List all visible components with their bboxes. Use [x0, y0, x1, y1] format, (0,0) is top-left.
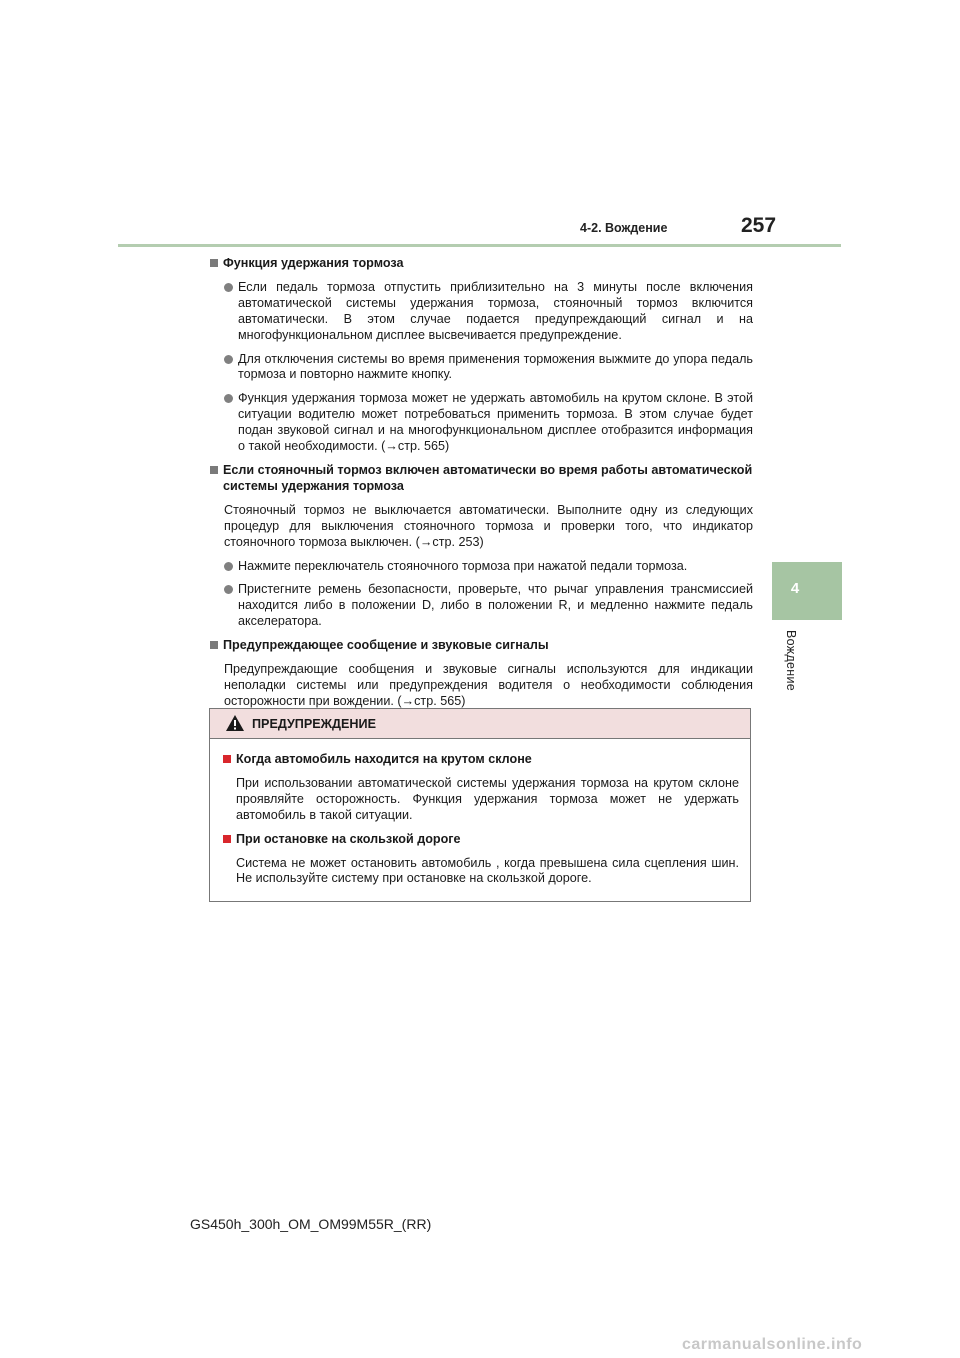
- section-heading: Функция удержания тормоза: [210, 256, 753, 272]
- warning-box: [209, 708, 751, 902]
- main-content: [210, 256, 753, 718]
- warning-triangle-icon: [225, 714, 245, 732]
- section-paragraph: Стояночный тормоз не выключается автоматически. Выполните одну из следующих процедур для выключения стояночного тормоза и проверки того, что индикатор стояночного тормоза выключен. (→стр. 253): [224, 502, 753, 549]
- circle-bullet-icon: [224, 562, 233, 571]
- warning-item-text: При использовании автоматической системы удержания тормоза на крутом склоне проявляйте осторожность. Функция удержания тормоза может не удержать автомобиль в такой ситуации.: [236, 775, 739, 822]
- warning-body: [210, 739, 750, 887]
- bullet-item: Нажмите переключатель стояночного тормоза при нажатой педали тормоза.: [210, 559, 753, 575]
- bullet-item: Для отключения системы во время применения торможения выжмите до упора педаль тормоза и повторно нажмите кнопку.: [210, 352, 753, 384]
- square-bullet-icon: [210, 259, 218, 267]
- section-heading: Предупреждающее сообщение и звуковые сигналы: [210, 638, 753, 654]
- warning-header: [210, 709, 750, 739]
- square-bullet-icon: [223, 835, 231, 843]
- warning-title: ПРЕДУПРЕЖДЕНИЕ: [252, 717, 376, 731]
- header-rule: [118, 244, 841, 247]
- bullet-item: Пристегните ремень безопасности, проверьте, что рычаг управления трансмиссией находится либо в положении D, либо в положении R, и медленно нажмите педаль акселератора.: [210, 582, 753, 630]
- warning-item-text: Система не может остановить автомобиль , когда превышена сила сцепления шин. Не используйте систему при остановке на скользкой дороге.: [236, 855, 739, 886]
- circle-bullet-icon: [224, 585, 233, 594]
- chapter-tab-number: 4: [790, 580, 800, 597]
- square-bullet-icon: [223, 755, 231, 763]
- section-paragraph: Предупреждающие сообщения и звуковые сигналы используются для индикации неполадки системы или предупреждения водителя о необходимости соблюдения осторожности при вождении. (→стр. 565): [224, 662, 753, 708]
- section-title: 4-2. Вождение: [580, 221, 668, 235]
- circle-bullet-icon: [224, 355, 233, 364]
- watermark: carmanualsonline.info: [682, 1336, 863, 1353]
- circle-bullet-icon: [224, 283, 233, 292]
- square-bullet-icon: [210, 641, 218, 649]
- circle-bullet-icon: [224, 394, 233, 403]
- chapter-tab-label: Вождение: [784, 630, 798, 691]
- footer-code: GS450h_300h_OM_OM99M55R_(RR): [190, 1216, 432, 1232]
- page-number: 257: [741, 214, 777, 237]
- square-bullet-icon: [210, 466, 218, 474]
- section-heading: Если стояночный тормоз включен автоматически во время работы автоматической системы удержания тормоза: [210, 463, 753, 495]
- bullet-item: Если педаль тормоза отпустить приблизительно на 3 минуты после включения автоматической системы удержания тормоза, стояночный тормоз включится автоматически. В этом случае подается предупреждающий сигнал и на многофункциональном дисплее высвечивается предупреждение.: [210, 280, 753, 344]
- warning-item-heading: При остановке на скользкой дороге: [223, 832, 739, 848]
- bullet-item: Функция удержания тормоза может не удержать автомобиль на крутом склоне. В этой ситуации водителю может потребоваться применить тормоза. В этом случае будет подан звуковой сигнал и на многофункциональном дисплее отобразится информация о такой необходимости. (→стр. 565): [210, 391, 753, 455]
- warning-item-heading: Когда автомобиль находится на крутом склоне: [223, 752, 739, 768]
